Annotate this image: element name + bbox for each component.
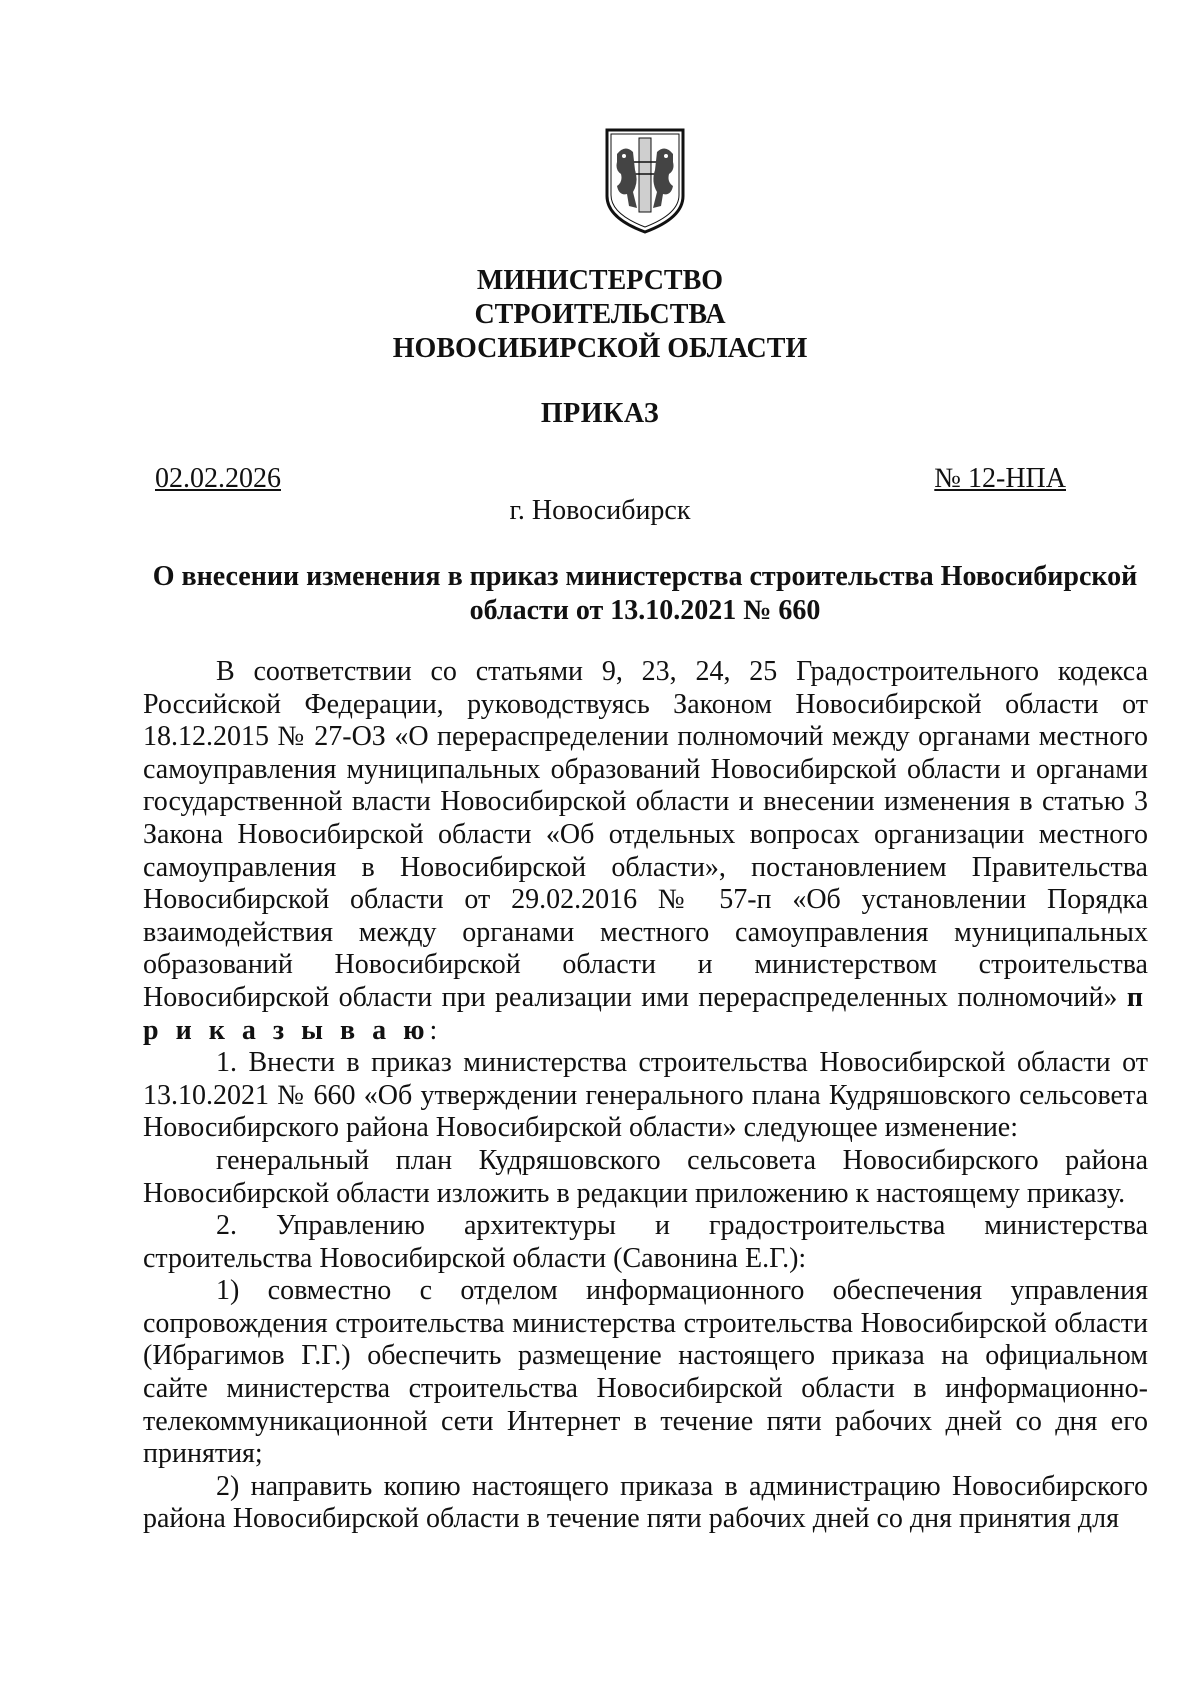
order-city: г. Новосибирск — [509, 495, 691, 526]
ministry-line: НОВОСИБИРСКОЙ ОБЛАСТИ — [392, 333, 808, 364]
order-title: ПРИКАЗ — [540, 398, 660, 429]
command-word: п р и к а з ы в а ю — [143, 981, 1148, 1046]
item-2-1-paragraph: 1) совместно с отделом информационного обеспечения управления сопровождения строительства министерства строительства Новосибирской области (Ибрагимов Г.Г.) обеспечить размещение настоящего приказа на официальном сайте министерства строительства Новосибирской области в информационно-телекоммуникационной сети Интернет в течение пяти рабочих дней со дня его принятия; — [143, 1275, 1148, 1470]
command-suffix: : — [429, 1014, 438, 1046]
coat-of-arms-icon — [603, 126, 687, 236]
item-1-paragraph: 1. Внести в приказ министерства строительства Новосибирской области от 13.10.2021 № 660 «Об утверждении генерального плана Кудряшовского сельсовета Новосибирского района Новосибирской области» следующее изменение: — [143, 1047, 1148, 1144]
order-body — [143, 656, 1148, 1536]
item-1-text-paragraph: генеральный план Кудряшовского сельсовета Новосибирского района Новосибирской области изложить в редакции приложению к настоящему приказу. — [143, 1144, 1148, 1209]
item-2-paragraph: 2. Управлению архитектуры и градостроительства министерства строительства Новосибирской области (Савонина Е.Г.): — [143, 1210, 1148, 1274]
ministry-line: МИНИСТЕРСТВО — [476, 265, 724, 296]
order-subject: О внесении изменения в приказ министерства строительства Новосибирской области от 13.10.2021 № 660 — [152, 561, 1138, 626]
order-number: № 12-НПА — [934, 463, 1066, 494]
order-date: 02.02.2026 — [155, 463, 281, 494]
ministry-name — [0, 264, 1200, 366]
preamble-paragraph — [143, 656, 1148, 1047]
item-2-2-paragraph: 2) направить копию настоящего приказа в администрацию Новосибирского района Новосибирской области в течение пяти рабочих дней со дня принятия для — [143, 1470, 1148, 1535]
preamble-text: В соответствии со статьями 9, 23, 24, 25 Градостроительного кодекса Российской Федерации, руководствуясь Законом Новосибирской области от 18.12.2015 № 27-ОЗ «О перераспределении полномочий между органами местного самоуправления муниципальных образований Новосибирской области и органами государственной власти Новосибирской области и внесении изменения в статью 3 Закона Новосибирской области «Об отдельных вопросах организации местного самоуправления в Новосибирской области», постановлением Правительства Новосибирской области от 29.02.2016 № 57-п «Об установлении Порядка взаимодействия между органами местного самоуправления муниципальных образований Новосибирской области и министерством строительства Новосибирской области при реализации ими перераспределенных полномочий» — [143, 656, 1148, 1013]
ministry-line: СТРОИТЕЛЬСТВА — [474, 299, 726, 330]
